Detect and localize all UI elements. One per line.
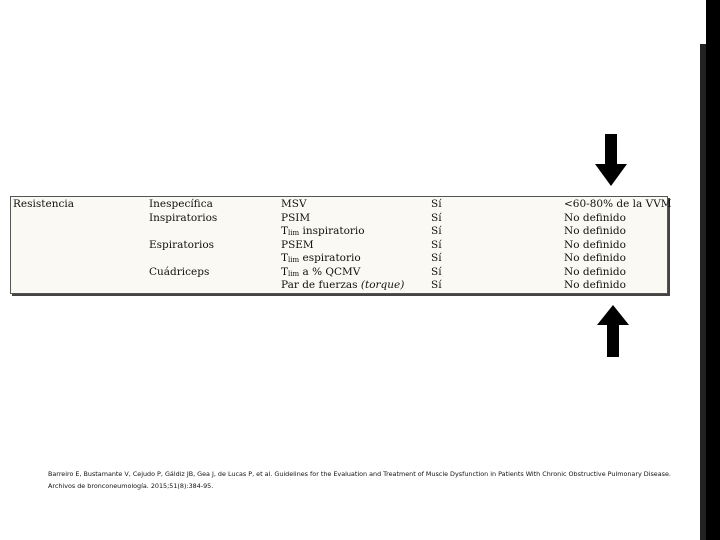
citation-line-1: Barreiro E, Bustamante V, Cejudo P, Gáldiz JB, Gea J, de Lucas P, et al. Guidelines for the Evaluation and Treatment of Muscle Dysfunction in Patients With Chronic Obstructive Pulmonary Disease.	[48, 470, 671, 478]
table-row	[11, 225, 667, 239]
citation-line-2: Archivos de bronconeumología. 2015;51(8):384-95.	[48, 482, 214, 490]
table-cell: Espiratorios	[149, 238, 215, 251]
table-row	[11, 252, 667, 266]
table-row	[11, 198, 672, 212]
table-cell: Tlim espiratorio	[281, 252, 361, 264]
table-cell: Sí	[431, 279, 442, 291]
table-cell: MSV	[281, 198, 307, 210]
table-cell: No definido	[564, 279, 626, 291]
table-cell: Cuádriceps	[149, 265, 210, 278]
table-cell: Sí	[431, 238, 442, 251]
citation	[48, 468, 688, 492]
muscle-function-table	[10, 196, 672, 294]
table-cell: Par de fuerzas (torque)	[281, 279, 405, 291]
table-cell: Sí	[431, 252, 442, 264]
arrow-up-icon	[595, 305, 631, 357]
table-cell: PSIM	[281, 211, 311, 224]
table-cell: Resistencia	[13, 198, 74, 210]
right-edge-shadow	[700, 44, 706, 540]
table-cell: No definido	[564, 211, 626, 224]
table-cell: Inespecífica	[149, 198, 213, 210]
table-cell: Sí	[431, 198, 442, 210]
table-cell: Sí	[431, 265, 442, 278]
table-cell: PSEM	[281, 238, 314, 251]
table-cell: Sí	[431, 211, 442, 224]
table-row	[11, 239, 667, 253]
table-row	[11, 266, 667, 280]
table-cell: Sí	[431, 225, 442, 237]
table-cell: Inspiratorios	[149, 211, 218, 224]
table-cell: No definido	[564, 238, 626, 251]
table-cell: No definido	[564, 265, 626, 278]
arrow-down-icon	[593, 134, 629, 186]
table-cell: No definido	[564, 252, 626, 264]
table-cell: <60-80% de la VVM	[564, 198, 672, 210]
right-edge-notch	[688, 0, 706, 44]
table-row	[11, 212, 667, 226]
right-edge-strip	[706, 0, 720, 540]
table-cell: No definido	[564, 225, 626, 237]
table-cell: Tlim a % QCMV	[281, 265, 361, 278]
table-cell: Tlim inspiratorio	[281, 225, 365, 237]
table-row	[11, 279, 667, 293]
